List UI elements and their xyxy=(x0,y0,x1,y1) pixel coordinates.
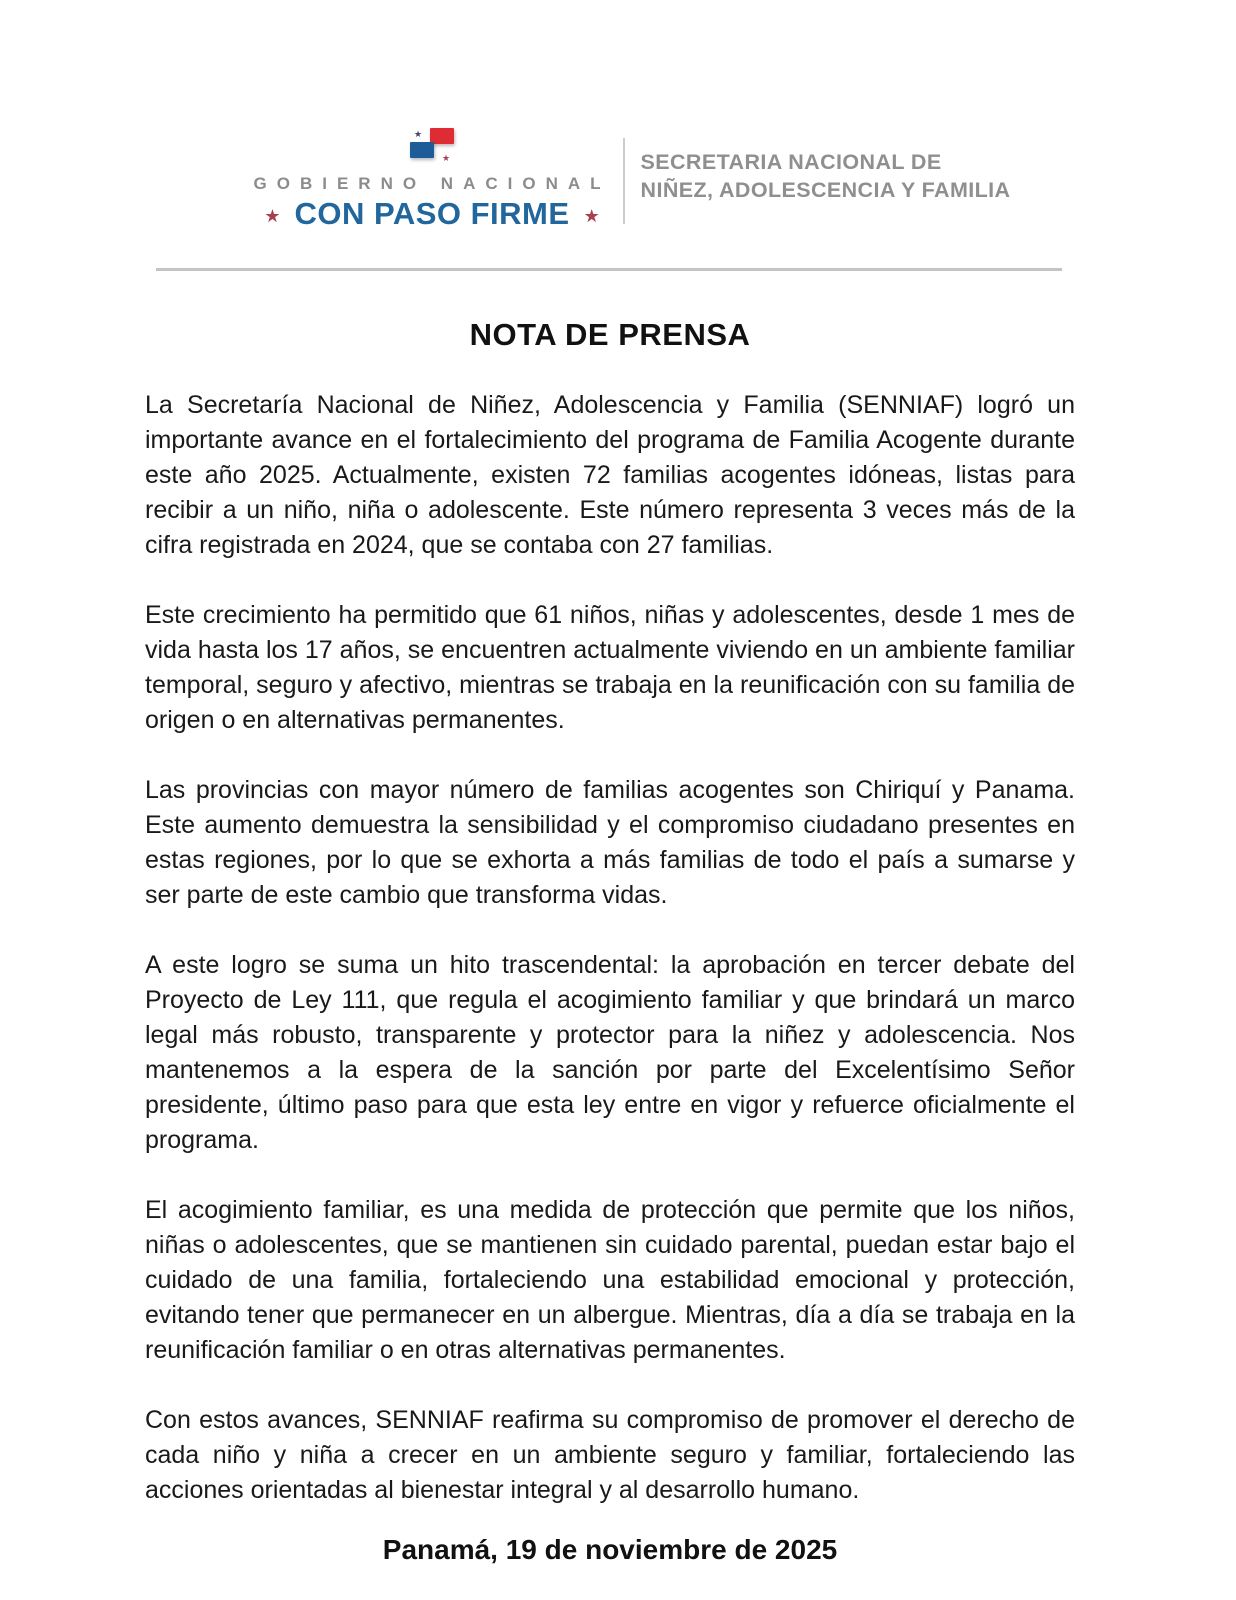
org-name-line1: SECRETARIA NACIONAL DE xyxy=(640,150,942,174)
flag-blue-square xyxy=(410,142,434,158)
paragraph-5: El acogimiento familiar, es una medida de protección que permite que los niños, niñas o adolescentes, que se mantienen sin cuidado parental, puedan estar bajo el cuidado de una familia, fortaleciendo una estabilidad emocional y protección, evitando tener que permanecer en un albergue. Mientras, día a día se trabaja en la reunificación familiar o en otras alternativas permanentes. xyxy=(145,1196,1075,1364)
star-left-icon: ★ xyxy=(264,205,281,226)
slogan-line xyxy=(264,196,599,232)
paragraph-4: A este logro se suma un hito trascendental: la aprobación en tercer debate del Proyecto de Ley 111, que regula el acogimiento familiar y que brindará un marco legal más robusto, transparente y protector para la niñez y adolescencia. Nos mantenemos a la espera de la sanción por parte del Excelentísimo Señor presidente, último paso para que esta ley entre en vigor y refuerce oficialmente el programa. xyxy=(145,951,1075,1154)
flag-red-star-icon: ★ xyxy=(441,153,451,163)
org-name-line2: NIÑEZ, ADOLESCENCIA Y FAMILIA xyxy=(640,178,1011,202)
dateline: Panamá, 19 de noviembre de 2025 xyxy=(382,1534,838,1565)
letterhead xyxy=(34,0,1236,232)
gobierno-nacional-logo xyxy=(253,126,611,232)
paragraph-6: Con estos avances, SENNIAF reafirma su compromiso de promover el derecho de cada niño y niña a crecer en un ambiente seguro y familiar, fortaleciendo las acciones orientadas al bienestar integral y al desarrollo humano. xyxy=(145,1406,1075,1504)
gobierno-nacional-text: GOBIERNO NACIONAL xyxy=(253,174,611,193)
flag-blue-star-icon: ★ xyxy=(414,129,423,139)
document-body xyxy=(0,317,1236,1566)
paragraph-2: Este crecimiento ha permitido que 61 niños, niñas y adolescentes, desde 1 mes de vida hasta los 17 años, se encuentren actualmente viviendo en un ambiente familiar temporal, seguro y afectivo, mientras se trabaja en la reunificación con su familia de origen o en alternativas permanentes. xyxy=(145,601,1075,734)
header-vertical-divider xyxy=(623,138,625,224)
star-right-icon: ★ xyxy=(583,205,600,226)
header-rule xyxy=(156,268,1062,271)
panama-flag-icon xyxy=(408,126,456,166)
paragraph-3: Las provincias con mayor número de familias acogentes son Chiriquí y Panama. Este aumento demuestra la sensibilidad y el compromiso ciudadano presentes en estas regiones, por lo que se exhorta a más familias de todo el país a sumarse y ser parte de este cambio que transforma vidas. xyxy=(145,776,1075,909)
slogan-text: CON PASO FIRME xyxy=(294,196,570,231)
paragraph-1: La Secretaría Nacional de Niñez, Adolescencia y Familia (SENNIAF) logró un importante avance en el fortalecimiento del programa de Familia Acogente durante este año 2025. Actualmente, existen 72 familias acogentes idóneas, listas para recibir a un niño, niña o adolescente. Este número representa 3 veces más de la cifra registrada en 2024, que se contaba con 27 familias. xyxy=(145,391,1075,559)
org-name xyxy=(641,126,1011,204)
document-title: NOTA DE PRENSA xyxy=(469,317,751,352)
